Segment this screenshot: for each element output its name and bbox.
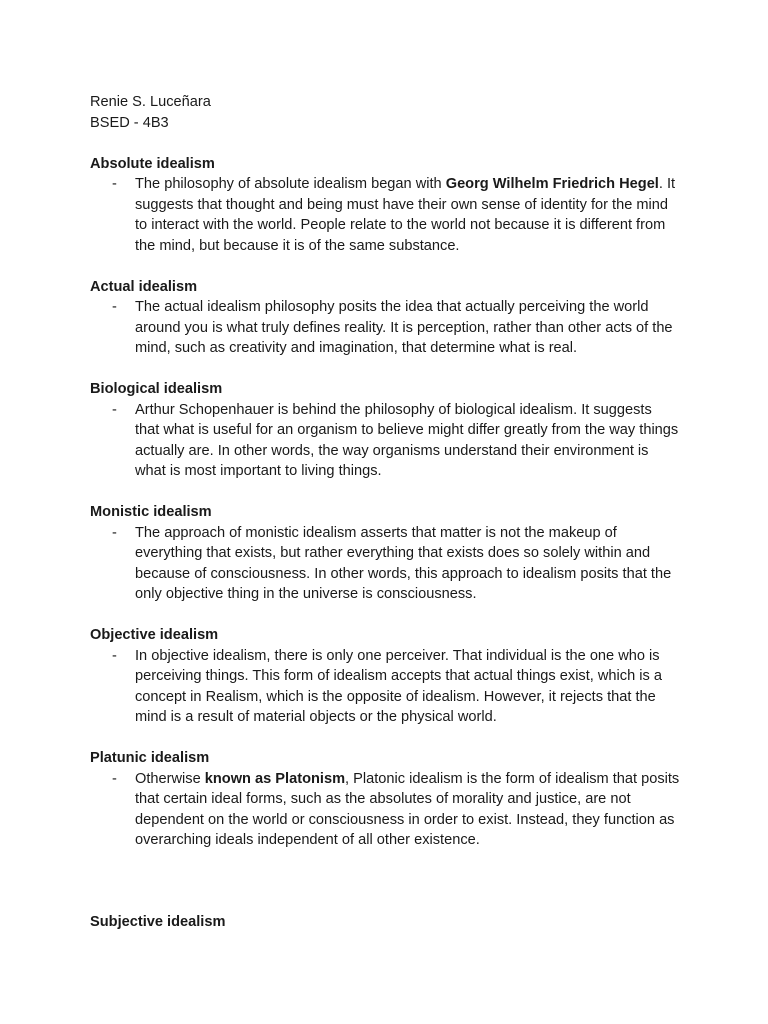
section-monistic-idealism [90, 502, 708, 605]
section-heading: Monistic idealism [90, 504, 212, 520]
bullet-text-bold: known as Platonism [204, 770, 346, 787]
section-absolute-idealism [90, 154, 708, 257]
bullet-text: , Platonic idealism is the form of idealism that posits that certain ideal forms, such as the absolutes of morality and justice, are not dependent on the world or consciousness in order to exist. Instead, they function as overarching ideals independent of all other existence. [135, 770, 680, 848]
section-bullet [90, 523, 680, 605]
section-biological-idealism [90, 379, 708, 482]
bullet-dash: - [112, 770, 117, 787]
bullet-text: The actual idealism philosophy posits the idea that actually perceiving the world around you is what truly defines reality. It is perception, rather than other acts of the mind, such as creativity and imagination, that determine what is real. [135, 299, 673, 356]
author-name: Renie S. Luceñara [90, 94, 211, 110]
section-heading: Biological idealism [90, 381, 223, 397]
section-heading: Absolute idealism [90, 155, 215, 172]
section-heading: Platunic idealism [90, 750, 210, 766]
section-subjective-idealism [90, 912, 708, 933]
section-heading: Subjective idealism [90, 914, 226, 930]
bullet-text: Otherwise [135, 770, 205, 787]
bullet-text: The approach of monistic idealism asserts that matter is not the makeup of everything that exists, but rather everything that exists does so solely within and because of consciousness. In other words, this approach to idealism posits that the only objective thing in the universe is consciousness. [135, 524, 672, 602]
section-heading: Actual idealism [90, 278, 198, 295]
bullet-dash: - [112, 401, 117, 418]
section-heading: Objective idealism [90, 627, 219, 643]
section-bullet [90, 297, 680, 359]
bullet-dash: - [112, 524, 117, 541]
bullet-dash: - [112, 176, 117, 192]
section-bullet [90, 174, 680, 256]
section-actual-idealism [90, 277, 708, 359]
bullet-text: The philosophy of absolute idealism began with [135, 176, 446, 192]
bullet-dash: - [112, 647, 117, 664]
sections-container [90, 154, 708, 933]
section-objective-idealism [90, 625, 708, 728]
bullet-text-bold: Georg Wilhelm Friedrich Hegel [445, 176, 659, 192]
bullet-text: In objective idealism, there is only one perceiver. That individual is the one who is perceiving things. This form of idealism accepts that actual things exist, which is a concept in Realism, which is the opposite of idealism. However, it rejects that the mind is a result of material objects or the physical world. [135, 647, 662, 725]
bullet-dash: - [112, 299, 117, 315]
bullet-text: Arthur Schopenhauer is behind the philosophy of biological idealism. It suggests that what is useful for an organism to believe might differ greatly from the way things actually are. In other words, the way organisms understand their environment is what is most important to living things. [135, 401, 679, 479]
section-bullet [90, 400, 680, 482]
author-course: BSED - 4B3 [90, 114, 169, 131]
section-bullet [90, 646, 680, 728]
section-bullet [90, 769, 680, 851]
section-platunic-idealism [90, 748, 708, 851]
bullet-text: . It suggests that thought and being must have their own sense of identity for the mind to interact with the world. People relate to the world not because it is different from the mind, but because it is of the same substance. [135, 176, 676, 254]
